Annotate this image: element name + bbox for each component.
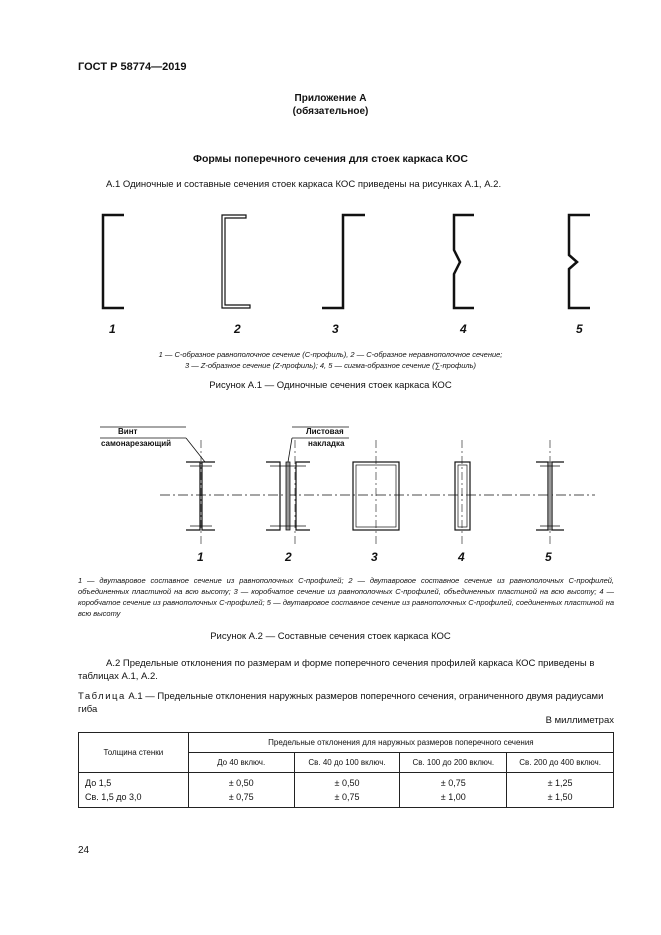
profile-sigma-5 — [569, 215, 590, 308]
figure1-caption: Рисунок А.1 — Одиночные сечения стоек каркаса КОС — [209, 380, 452, 391]
table-cell: ± 0,75 — [294, 790, 400, 808]
profile-c-equal — [103, 215, 124, 308]
fig2-label-2: 2 — [285, 550, 292, 564]
figure2-legend: 1 — двутавровое составное сечение из равнополочных С-профилей; 2 — двутавровое составное сечение из равнополочных С-профилей, объединенных пластиной на всю высоту; 3 — коробчатое сечение из равнополочных С-профилей, объединенных пластиной на всю высоту; 4 — коробчатое сечение из равнополочных С-профилей; 5 — двутавровое составное сечение из равнополочных С-профилей, соединенных пластиной на всю высоту — [78, 576, 614, 618]
fig1-label-3: 3 — [332, 322, 339, 336]
table-units: В миллиметрах — [545, 715, 614, 726]
table-subhead: До 40 включ. — [188, 753, 294, 773]
fig1-label-5: 5 — [576, 322, 583, 336]
table-subhead: Св. 100 до 200 включ. — [400, 753, 507, 773]
table-cell-thickness: Св. 1,5 до 3,0 — [79, 790, 189, 808]
table-head-group: Предельные отклонения для наружных размеров поперечного сечения — [188, 733, 613, 753]
figure1-legend — [0, 349, 661, 371]
table-cell: ± 0,50 — [294, 773, 400, 791]
table-cell: ± 0,75 — [400, 773, 507, 791]
table-cell: ± 0,50 — [188, 773, 294, 791]
figure1-legend-line1: 1 — С-образное равнополочное сечение (С-профиль), 2 — С-образное неравнополочное сечение; — [158, 350, 503, 359]
table-row — [79, 773, 614, 791]
document-id: ГОСТ Р 58774—2019 — [78, 61, 187, 73]
table-subhead: Св. 200 до 400 включ. — [507, 753, 614, 773]
table-label: Таблица — [78, 691, 126, 702]
table-row — [79, 790, 614, 808]
fig2-label-1: 1 — [197, 550, 204, 564]
callout-plate-text-2: накладка — [308, 439, 345, 448]
page-number: 24 — [78, 845, 90, 856]
table-cell: ± 0,75 — [188, 790, 294, 808]
profile-c-unequal — [222, 215, 250, 308]
fig1-label-2: 2 — [234, 322, 241, 336]
table-subhead: Св. 40 до 100 включ. — [294, 753, 400, 773]
composite-section-5 — [536, 462, 564, 530]
paragraph-a2: А.2 Предельные отклонения по размерам и форме поперечного сечения профилей каркаса КОС приведены в таблицах А.1, А.2. — [78, 658, 595, 682]
fig2-label-5: 5 — [545, 550, 552, 564]
table-cell-thickness: До 1,5 — [79, 773, 189, 791]
tolerance-table — [78, 732, 614, 808]
figure2-caption: Рисунок А.2 — Составные сечения стоек каркаса КОС — [210, 631, 451, 642]
appendix-subtitle: (обязательное) — [292, 106, 369, 117]
table-cell: ± 1,50 — [507, 790, 614, 808]
table-cell: ± 1,00 — [400, 790, 507, 808]
profile-sigma-4 — [454, 215, 474, 308]
callout-plate-text-1: Листовая — [306, 427, 344, 436]
paragraph-a1: А.1 Одиночные и составные сечения стоек каркаса КОС приведены на рисунках А.1, А.2. — [106, 179, 502, 190]
fig2-label-3: 3 — [371, 550, 378, 564]
profile-z — [322, 215, 365, 308]
composite-section-1 — [186, 462, 215, 530]
fig2-label-4: 4 — [458, 550, 465, 564]
figure1-legend-line2: 3 — Z-образное сечение (Z-профиль); 4, 5 — сигма-образное сечение (∑-профиль) — [184, 361, 477, 370]
table-caption — [78, 690, 614, 716]
composite-section-2 — [266, 462, 310, 530]
table-head-thickness: Толщина стенки — [79, 733, 189, 773]
table-cell: ± 1,25 — [507, 773, 614, 791]
callout-screw-text-1: Винт — [118, 427, 138, 436]
appendix-title: Приложение А — [294, 93, 367, 104]
fig1-label-1: 1 — [109, 322, 116, 336]
table-caption-text: А.1 — Предельные отклонения наружных размеров поперечного сечения, ограниченного двумя радиусами гиба — [78, 691, 604, 715]
section-title: Формы поперечного сечения для стоек каркаса КОС — [193, 153, 468, 165]
callout-screw-text-2: самонарезающий — [101, 439, 172, 448]
fig1-label-4: 4 — [460, 322, 467, 336]
composite-section-4 — [455, 462, 470, 530]
